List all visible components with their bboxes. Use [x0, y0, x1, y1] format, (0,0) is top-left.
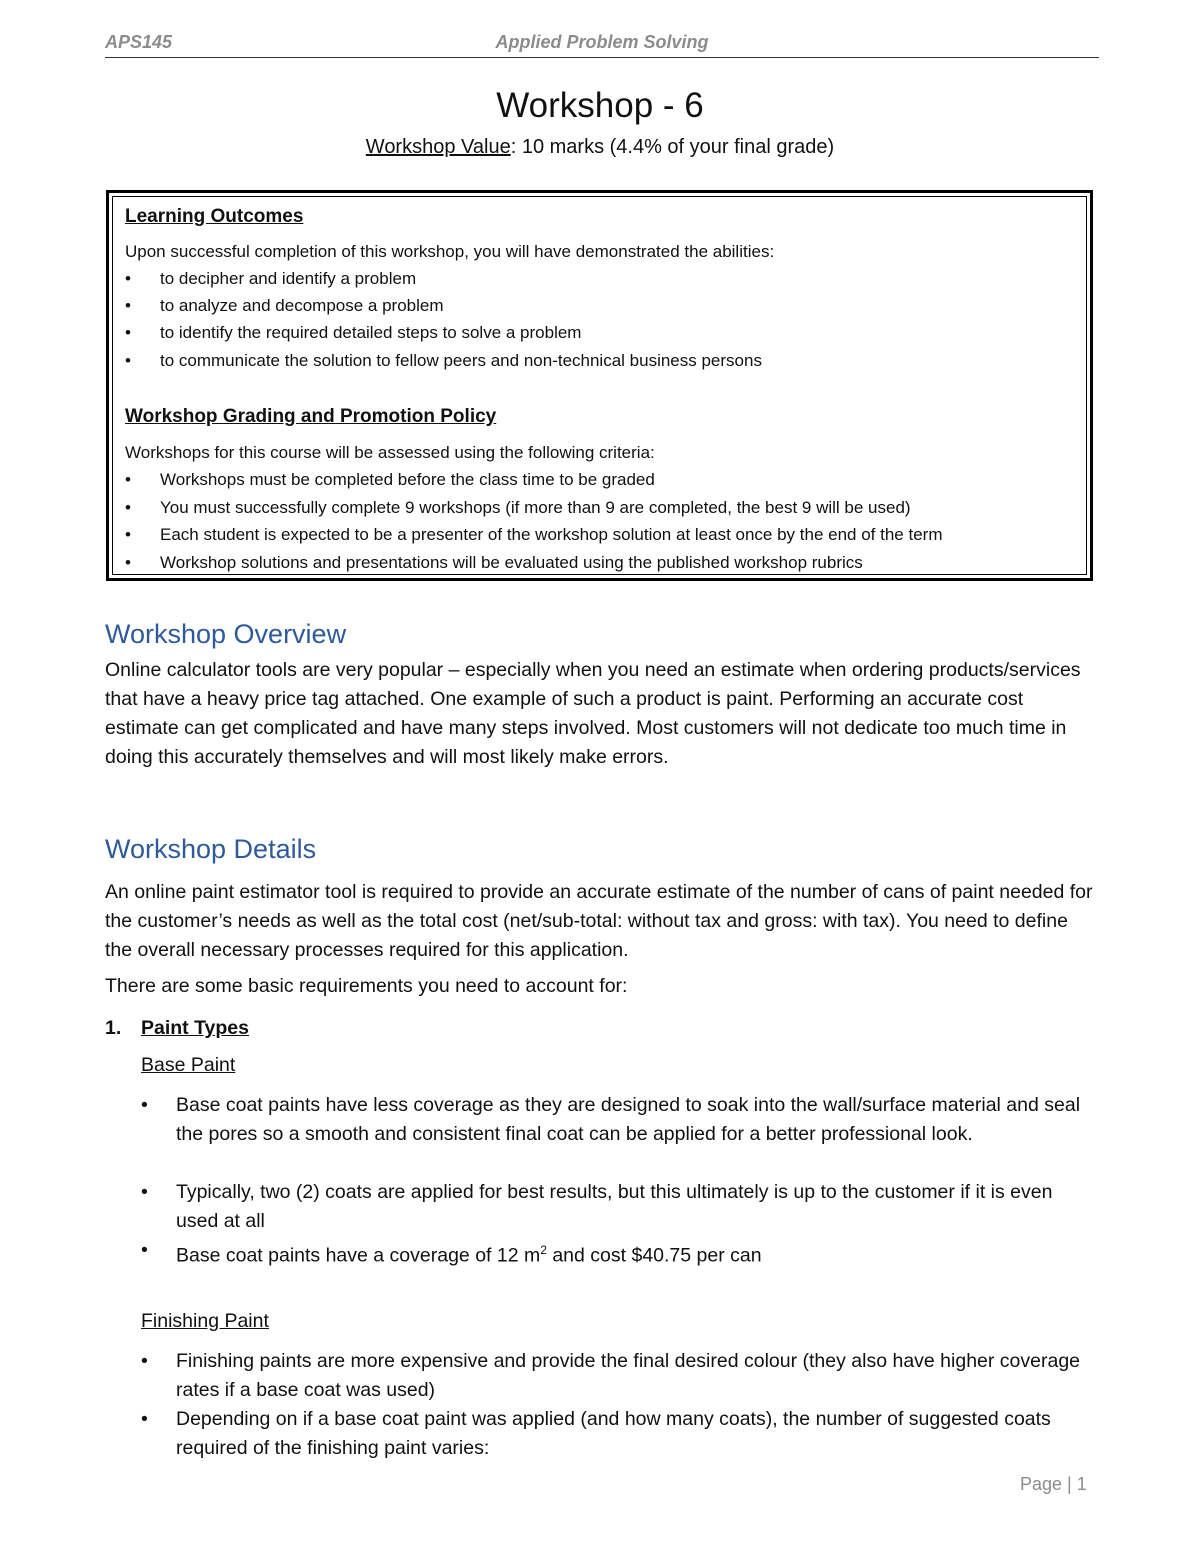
overview-text: Online calculator tools are very popular – especially when you need an estimate when ordering products/services that have a heavy price tag attached. One example of such a product is paint. Performing an accurate cost estimate can get complicated and have many steps involved. Most customers will not dedicate too much time in doing this accurately themselves and will most likely make errors. [105, 659, 1081, 768]
bullet: • [141, 1239, 148, 1261]
overview-heading: Workshop Overview [105, 619, 347, 649]
page-header [105, 30, 1099, 58]
learning-outcomes-heading: Learning Outcomes [125, 206, 304, 227]
bullet: • [125, 296, 131, 315]
details-heading: Workshop Details [105, 834, 317, 864]
bullet: • [141, 1094, 148, 1116]
bullet: • [141, 1181, 148, 1203]
details-paragraph: An online paint estimator tool is required to provide an accurate estimate of the number of cans of paint needed for the customer’s needs as well as the total cost (net/sub-total: without tax and gross: with tax). You need to define the overall necessary processes required for this application. [105, 881, 1093, 961]
grading-policy-item: • Workshops must be completed before the class time to be graded [125, 470, 655, 489]
bullet: • [125, 470, 131, 489]
page-title: Workshop - 6 [496, 86, 704, 125]
finishing-paint-bullet: • Finishing paints are more expensive and provide the final desired colour (they also have higher coverage rates if a base coat was used) [141, 1347, 1091, 1404]
workshop-value-text: : 10 marks (4.4% of your final grade) [510, 136, 835, 158]
learning-outcome-item: • to analyze and decompose a problem [125, 296, 444, 315]
page-number: Page | 1 [1020, 1474, 1087, 1494]
bullet: • [125, 553, 131, 572]
finishing-paint-bullet: • Depending on if a base coat paint was applied (and how many coats), the number of suggested coats required of the finishing paint varies: [141, 1405, 1091, 1462]
base-paint-bullet: • Typically, two (2) coats are applied for best results, but this ultimately is up to the customer if it is even used at all [141, 1178, 1091, 1235]
learning-outcome-item: • to identify the required detailed steps to solve a problem [125, 323, 582, 342]
paint-types-heading: 1. Paint Types [105, 1017, 250, 1039]
bullet: • [125, 498, 131, 517]
grading-policy-item: • Workshop solutions and presentations will be evaluated using the published workshop rubrics [125, 553, 863, 572]
bullet: • [141, 1350, 148, 1372]
grading-policy-intro: Workshops for this course will be assessed using the following criteria: [125, 443, 655, 462]
finishing-paint-heading: Finishing Paint [141, 1310, 269, 1332]
grading-policy-heading: Workshop Grading and Promotion Policy [125, 406, 497, 427]
grading-policy-item: • You must successfully complete 9 workshops (if more than 9 are completed, the best 9 will be used) [125, 498, 911, 517]
bullet: • [125, 269, 131, 288]
bullet: • [125, 351, 131, 370]
workshop-value-label: Workshop Value [365, 136, 511, 158]
base-paint-heading: Base Paint [141, 1054, 236, 1076]
outcomes-box-inner [112, 196, 1087, 575]
details-requirements-intro: There are some basic requirements you need to account for: [105, 975, 628, 997]
learning-outcome-item: • to communicate the solution to fellow peers and non-technical business persons [125, 351, 762, 370]
bullet: • [125, 525, 131, 544]
grading-policy-item: • Each student is expected to be a presenter of the workshop solution at least once by the end of the term [125, 525, 943, 544]
learning-outcome-item: • to decipher and identify a problem [125, 269, 417, 288]
bullet: • [125, 323, 131, 342]
list-number: 1. [105, 1017, 122, 1039]
base-paint-bullet: • Base coat paints have a coverage of 12 $m^2$ and cost $40.75 per can [141, 1236, 1091, 1270]
learning-outcomes-intro: Upon successful completion of this workshop, you will have demonstrated the abilities: [125, 242, 775, 261]
course-code: APS145 [105, 32, 173, 52]
outcomes-box [106, 190, 1093, 581]
course-name: Applied Problem Solving [495, 32, 709, 52]
base-paint-bullet: • Base coat paints have less coverage as they are designed to soak into the wall/surface material and seal the pores so a smooth and consistent final coat can be applied for a better professional look. [141, 1091, 1091, 1148]
workshop-value [0, 136, 1200, 159]
bullet: • [141, 1408, 148, 1430]
